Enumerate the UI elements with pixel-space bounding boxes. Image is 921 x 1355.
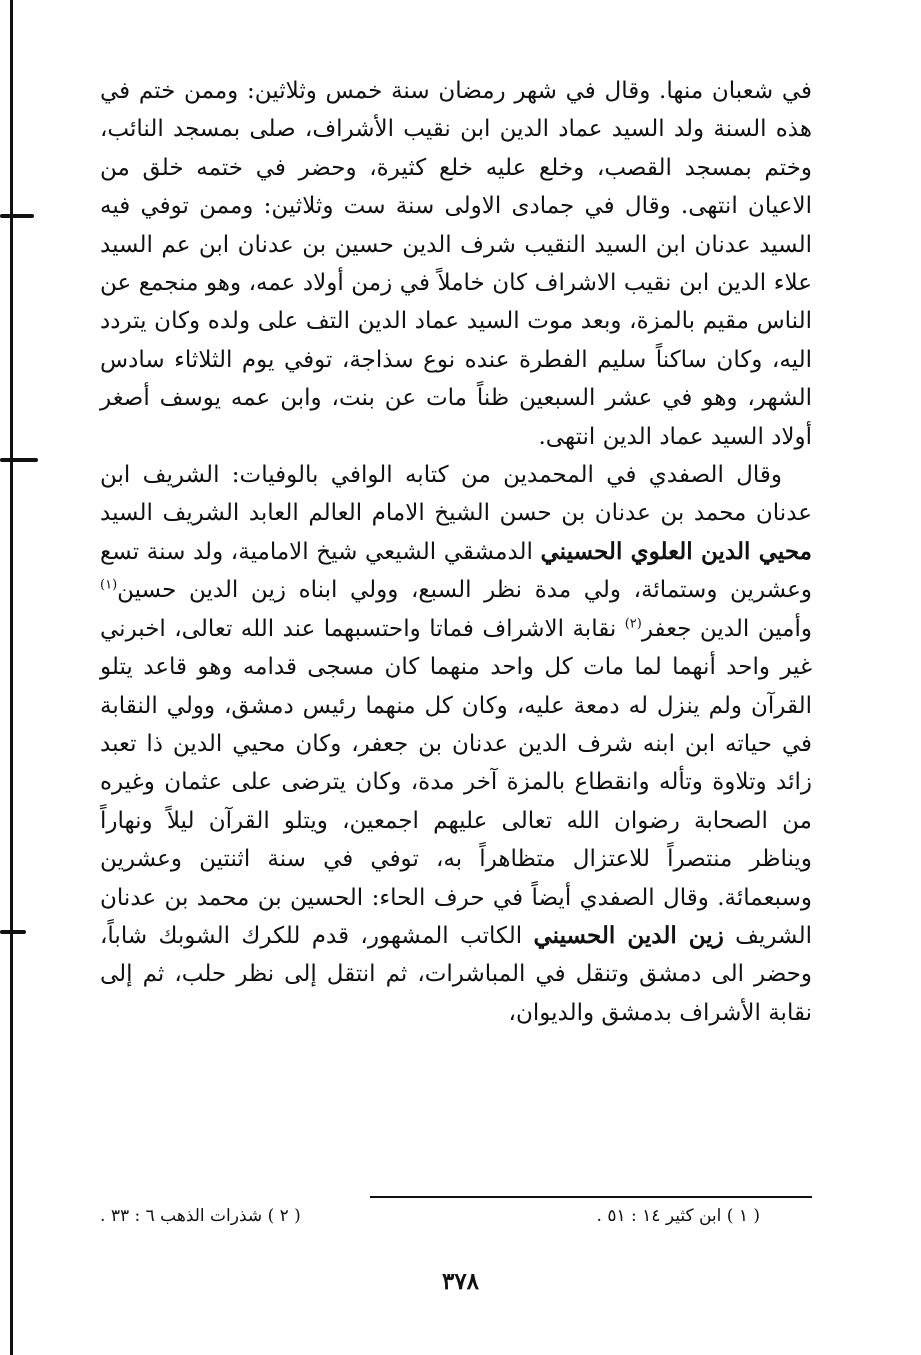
page-body [100,72,812,1032]
bold-name: محيي الدين العلوي الحسيني [540,537,812,565]
edge-mark [0,458,38,462]
text-run: الدمشقي الشيعي شيخ الامامية، ولد سنة تسع وعشرين وستمائة، ولي مدة نظر السبع، وولي ابناه زين الدين حسين [100,538,812,604]
footnote-ref: (٢) [624,616,642,632]
text-run: في شعبان منها. وقال في شهر رمضان سنة خمس وثلاثين: وممن ختم في هذه السنة ولد السيد عماد الدين ابن نقيب الأشراف، صلى بمسجد النائب، وختم بمسجد القصب، وخلع عليه خلع كثيرة، وحضر في ختمه خلق من الاعيان انتهى. وقال في جمادى الاولى سنة ست وثلاثين: وممن توفي فيه السيد عدنان ابن السيد النقيب شرف الدين حسين بن عدنان ابن عم السيد علاء الدين ابن نقيب الاشراف كان خاملاً في زمن أولاد عمه، وهو منجمع عن الناس مقيم بالمزة، وبعد موت السيد عماد الدين التف على ولده وكان يتردد اليه، وكان ساكناً سليم الفطرة عنده نوع سذاجة، توفي يوم الثلاثاء سادس الشهر، وهو في عشر السبعين ظناً مات عن بنت، وابن عمه يوسف أصغر أولاد السيد عماد الدين انتهى. [100,78,812,450]
edge-mark [0,930,26,934]
footnote-2: ( ٢ ) شذرات الذهب ٦ : ٣٣ . [100,1206,301,1226]
paragraph-2 [100,456,812,1032]
text-run: الكاتب المشهور، قدم للكرك الشوبك شاباً، وحضر الى دمشق وتنقل في المباشرات، ثم انتقل إلى نظر حلب، ثم إلى نقابة الأشراف بدمشق والديوان، [100,922,812,1026]
text-run: نقابة الاشراف فماتا واحتسبهما عند الله تعالى، اخبرني غير واحد أنهما لما مات كل واحد منهما كان مسجى قدامه وهو قاعد يتلو القرآن ولم ينزل له دمعة عليه، وكان كل منهما رئيس دمشق، وولي النقابة في حياته ابن ابنه شرف الدين عدنان بن جعفر، وكان محيي الدين ذا تعبد زائد وتلاوة وتأله وانقطاع بالمزة آخر مدة، وكان يترضى على عثمان وغيره من الصحابة رضوان الله تعالى عليهم اجمعين، ويتلو القرآن ليلاً ونهاراً ويناظر منتصراً للاعتزال متظاهراً به، توفي في سنة اثنتين وعشرين وسبعمائة. وقال الصفدي أيضاً في حرف الحاء: الحسين بن محمد بن عدنان الشريف [100,615,812,949]
paragraph-1 [100,72,812,456]
footnotes [100,1206,760,1226]
text-run: وأمين الدين جعفر [641,615,812,642]
footnote-divider [370,1196,812,1198]
edge-mark [0,214,34,218]
page-edge-line [10,0,13,1355]
bold-name: زين الدين الحسيني [533,921,724,949]
footnote-ref: (١) [100,577,118,593]
text-run: وقال الصفدي في المحمدين من كتابه الوافي بالوفيات: الشريف ابن عدنان محمد بن عدنان بن حسن الشيخ الامام العالم العابد الشريف السيد [100,462,812,527]
page-number: ٣٧٨ [441,1268,480,1295]
footnote-1: ( ١ ) ابن كثير ١٤ : ٥١ . [596,1206,760,1226]
